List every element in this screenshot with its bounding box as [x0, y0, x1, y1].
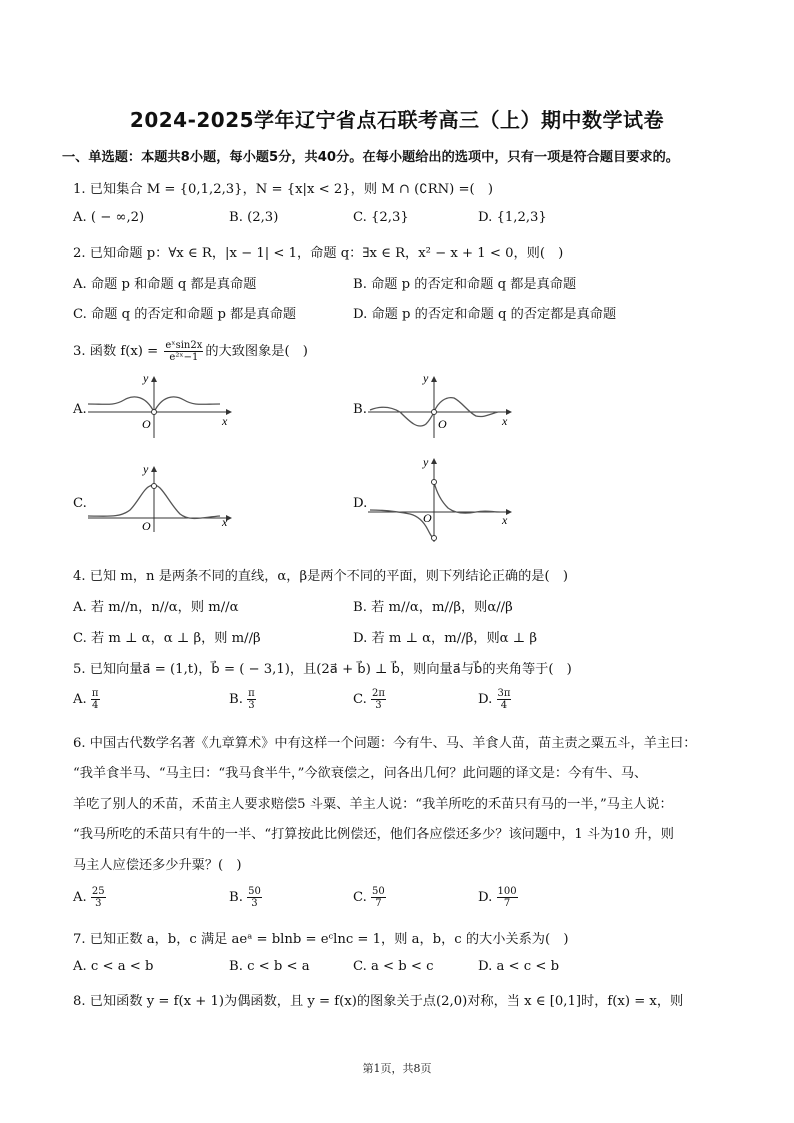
q5-a-num: π: [91, 688, 99, 699]
q3-label-a: A.: [73, 402, 87, 417]
question-5-stem: 5. 已知向量a⃗ = (1,t)，b⃗ = ( − 3,1)，且(2a⃗ + b⃗) ⊥ b⃗，则向量a⃗与b⃗的夹角等于( ): [73, 662, 572, 677]
origin-label: O: [142, 417, 151, 431]
question-1-stem: 1. 已知集合 M = {0,1,2,3}，N = {x|x < 2}，则 M ∩ (∁RN) =( ): [73, 182, 494, 197]
q6-c-den: 7: [375, 898, 382, 909]
q7-option-a: A. c < a < b: [73, 959, 154, 974]
q5-option-label: D.: [478, 692, 493, 707]
q6-b-den: 3: [251, 898, 258, 909]
q6-d-num: 100: [497, 886, 517, 897]
q4-option-b: B. 若 m//α，m//β，则α//β: [353, 600, 513, 615]
q3-stem-suffix: 的大致图象是( ): [205, 344, 308, 359]
page-title: 2024-2025学年辽宁省点石联考高三（上）期中数学试卷: [129, 108, 665, 132]
question-6-line-5: 马主人应偿还多少升粟？( ): [73, 858, 242, 873]
q7-option-c: C. a < b < c: [353, 959, 434, 974]
q6-option-label: B.: [229, 890, 243, 905]
q5-option-d: [478, 688, 511, 711]
q5-option-label: A.: [73, 692, 87, 707]
q7-option-d: D. a < c < b: [478, 959, 560, 974]
q3-fraction: [164, 340, 203, 363]
q3-denominator: e²ˣ−1: [169, 352, 199, 363]
q5-d-den: 4: [500, 700, 508, 711]
q1-option-d: D. {1,2,3}: [478, 210, 547, 225]
q5-b-num: π: [248, 688, 255, 699]
q1-option-b: B. (2,3): [229, 210, 279, 225]
question-2-stem: 2. 已知命题 p：∀x ∈ R，|x − 1| < 1，命题 q：∃x ∈ R，x² − x + 1 < 0，则( ): [73, 246, 564, 261]
question-6-line-4: “我马所吃的禾苗只有牛的一半、“打算按此比例偿还，他们各应偿还多少？该问题中，1 斗为10 升，则: [73, 827, 674, 842]
q5-c-den: 3: [375, 700, 382, 711]
q3-graph-d: [366, 452, 516, 544]
q5-option-b: [229, 688, 256, 711]
axis-y-label: y: [423, 455, 429, 469]
q5-option-label: C.: [353, 692, 367, 707]
q5-b-den: 3: [248, 700, 255, 711]
page-footer: 第1页，共8页: [362, 1062, 432, 1075]
q3-label-c: C.: [73, 496, 87, 511]
q3-stem-prefix: 3. 函数 f(x) =: [73, 344, 159, 359]
axis-y-label: y: [143, 371, 149, 385]
question-8-stem: 8. 已知函数 y = f(x + 1)为偶函数，且 y = f(x)的图象关于点(2,0)对称，当 x ∈ [0,1]时，f(x) = x，则: [73, 994, 684, 1009]
q2-option-b: B. 命题 p 的否定和命题 q 都是真命题: [353, 277, 577, 292]
question-6-line-2: “我羊食半马、“马主曰：“我马食半牛，”今欲衰偿之，问各出几何？此问题的译文是：今有牛、马、: [73, 766, 648, 781]
q6-option-d: [478, 886, 518, 909]
q5-c-num: 2π: [372, 688, 385, 699]
q5-a-den: 4: [92, 700, 99, 711]
axis-x-label: x: [222, 515, 228, 529]
axis-x-label: x: [502, 513, 508, 527]
q6-option-label: A.: [73, 890, 87, 905]
q4-option-c: C. 若 m ⊥ α，α ⊥ β，则 m//β: [73, 631, 261, 646]
q6-option-label: D.: [478, 890, 493, 905]
q6-a-den: 3: [95, 898, 102, 909]
q5-option-label: B.: [229, 692, 243, 707]
q6-d-den: 7: [503, 898, 511, 909]
q1-option-c: C. {2,3}: [353, 210, 409, 225]
q3-label-b: B.: [353, 402, 367, 417]
q6-b-num: 50: [248, 886, 261, 897]
axis-x-label: x: [502, 414, 508, 428]
q5-option-c: [353, 688, 386, 711]
q5-d-num: 3π: [497, 688, 511, 699]
origin-label: O: [423, 511, 432, 525]
q2-option-d: D. 命题 p 的否定和命题 q 的否定都是真命题: [353, 307, 617, 322]
q4-option-a: A. 若 m//n，n//α，则 m//α: [73, 600, 239, 615]
q6-option-label: C.: [353, 890, 367, 905]
q6-option-c: [353, 886, 386, 909]
axis-x-label: x: [222, 414, 228, 428]
origin-label: O: [438, 417, 447, 431]
q3-graph-a: [86, 370, 236, 440]
question-7-stem: 7. 已知正数 a，b，c 满足 aeᵃ = blnb = eᶜlnc = 1，则 a，b，c 的大小关系为( ): [73, 932, 569, 947]
q3-graph-b: [366, 370, 516, 440]
axis-y-label: y: [423, 371, 429, 385]
q3-numerator: eˣsin2x: [165, 340, 203, 351]
section-heading: 一、单选题：本题共8小题，每小题5分，共40分。在每小题给出的选项中，只有一项是符合题目要求的。: [62, 150, 679, 165]
q6-c-num: 50: [372, 886, 385, 897]
origin-label: O: [142, 519, 151, 533]
question-6-line-3: 羊吃了别人的禾苗，禾苗主人要求赔偿5 斗粟、羊主人说：“我羊所吃的禾苗只有马的一半，”马主人说：: [73, 797, 673, 812]
q4-option-d: D. 若 m ⊥ α，m//β，则α ⊥ β: [353, 631, 537, 646]
q2-option-c: C. 命题 q 的否定和命题 p 都是真命题: [73, 307, 297, 322]
q7-option-b: B. c < b < a: [229, 959, 310, 974]
q6-option-b: [229, 886, 262, 909]
question-4-stem: 4. 已知 m，n 是两条不同的直线，α，β是两个不同的平面，则下列结论正确的是( ): [73, 569, 568, 584]
q5-option-a: [73, 688, 100, 711]
q2-option-a: A. 命题 p 和命题 q 都是真命题: [73, 277, 257, 292]
axis-y-label: y: [143, 462, 149, 476]
q1-option-a: A. ( − ∞,2): [73, 210, 145, 225]
q6-option-a: [73, 886, 106, 909]
q6-a-num: 25: [91, 886, 105, 897]
question-3-stem: [73, 340, 308, 363]
q3-label-d: D.: [353, 496, 368, 511]
q3-graph-c: [86, 460, 236, 535]
question-6-line-1: 6. 中国古代数学名著《九章算术》中有这样一个问题：今有牛、马、羊食人苗，苗主责之粟五斗，羊主曰：: [73, 736, 697, 751]
